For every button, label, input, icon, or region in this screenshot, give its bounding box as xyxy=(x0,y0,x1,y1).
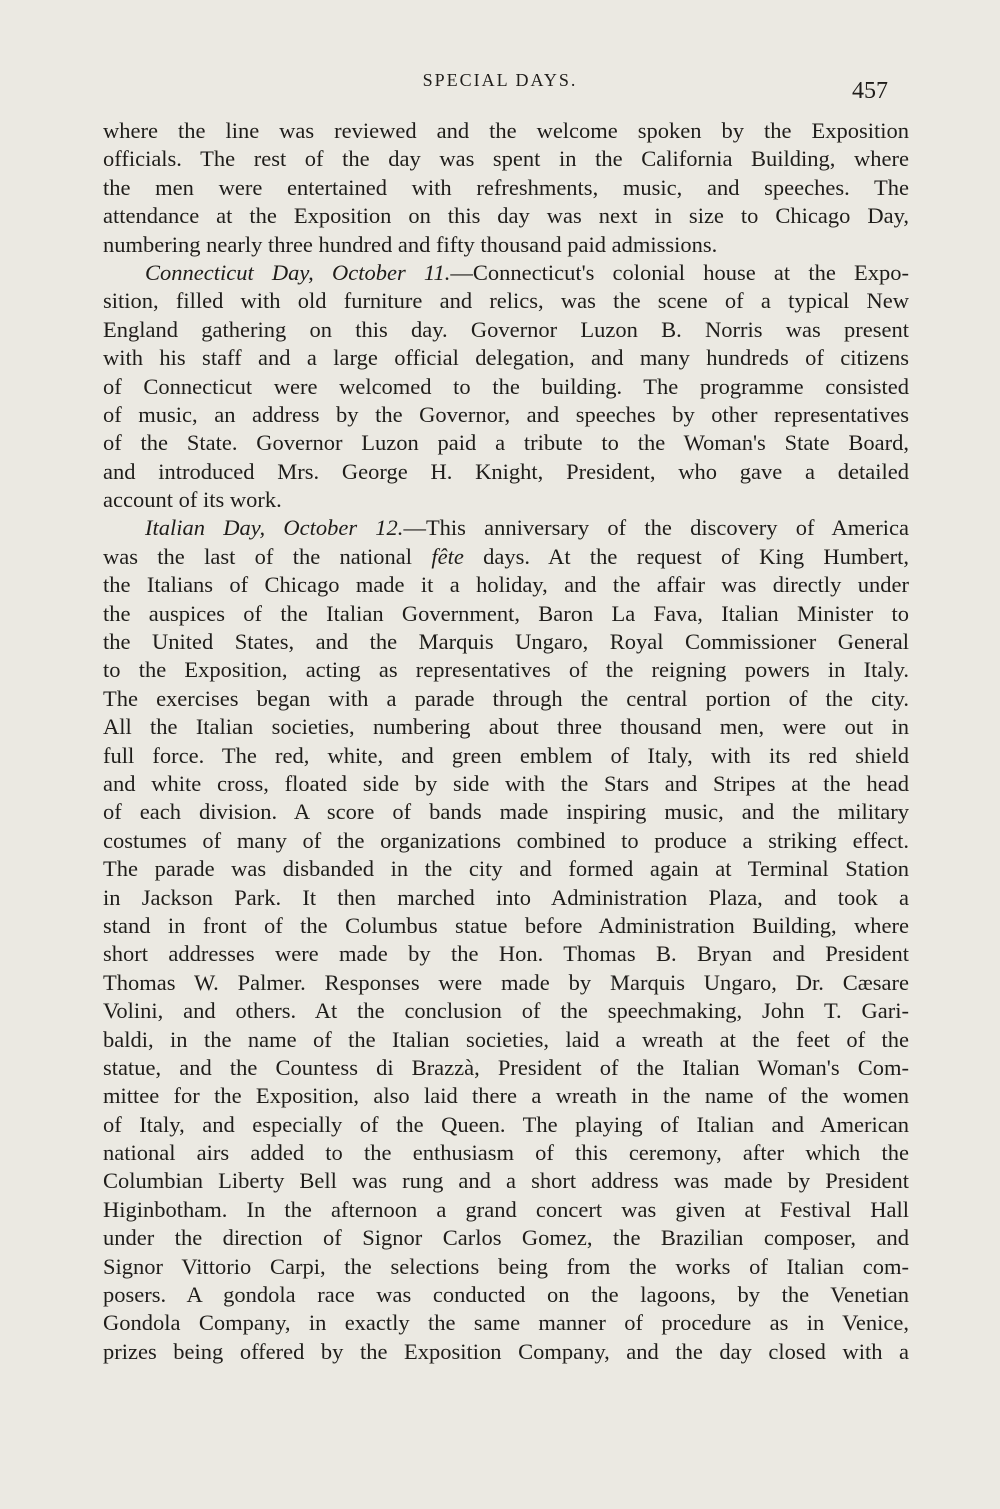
text-line: national airs added to the enthusiasm of this ceremony, after which the xyxy=(103,1140,909,1166)
text-line: officials. The rest of the day was spent in the California Building, where xyxy=(103,146,909,172)
section-heading-italian-day: Italian Day, October 12. xyxy=(145,515,404,541)
text-run: was the last of the national xyxy=(103,543,432,569)
text-line: Higinbotham. In the afternoon a grand concert was given at Festival Hall xyxy=(103,1196,909,1222)
text-line: the United States, and the Marquis Ungaro, Royal Commissioner General xyxy=(103,629,909,655)
text-line: of music, an address by the Governor, and speeches by other representatives xyxy=(103,401,909,427)
italic-word: fête xyxy=(431,543,464,569)
text-line: full force. The red, white, and green emblem of Italy, with its red shield xyxy=(103,742,909,768)
text-line: of Connecticut were welcomed to the building. The programme consisted xyxy=(103,373,909,399)
text-line xyxy=(103,514,909,542)
text-line: and introduced Mrs. George H. Knight, President, who gave a detailed xyxy=(103,458,909,484)
text-line: of Italy, and especially of the Queen. The playing of Italian and American xyxy=(103,1111,909,1137)
text-line xyxy=(103,543,909,571)
text-line: Volini, and others. At the conclusion of the speechmaking, John T. Gari- xyxy=(103,998,909,1024)
text-line: The parade was disbanded in the city and formed again at Terminal Station xyxy=(103,856,909,882)
text-line: sition, filled with old furniture and relics, was the scene of a typical New xyxy=(103,288,909,314)
text-line: in Jackson Park. It then marched into Administration Plaza, and took a xyxy=(103,884,909,910)
text-line: of the State. Governor Luzon paid a tribute to the Woman's State Board, xyxy=(103,430,909,456)
paragraph-connecticut-day xyxy=(103,259,909,515)
running-head: SPECIAL DAYS. xyxy=(422,70,578,90)
page-number: 457 xyxy=(852,78,888,104)
text-run: —Connecticut's colonial house at the Expo- xyxy=(450,259,909,285)
body-text xyxy=(103,117,909,1366)
text-line: under the direction of Signor Carlos Gomez, the Brazilian composer, and xyxy=(103,1225,909,1251)
text-run: —This anniversary of the discovery of America xyxy=(403,515,909,541)
text-run: days. At the request of King Humbert, xyxy=(463,543,909,569)
text-line: the auspices of the Italian Government, Baron La Fava, Italian Minister to xyxy=(103,600,909,626)
text-line: to the Exposition, acting as representatives of the reigning powers in Italy. xyxy=(103,657,909,683)
text-line: Columbian Liberty Bell was rung and a short address was made by President xyxy=(103,1168,909,1194)
text-line: Thomas W. Palmer. Responses were made by Marquis Ungaro, Dr. Cæsare xyxy=(103,969,909,995)
paragraph-italian-day xyxy=(103,514,909,1366)
text-line: Signor Vittorio Carpi, the selections being from the works of Italian com- xyxy=(103,1253,909,1279)
text-line: stand in front of the Columbus statue before Administration Building, where xyxy=(103,912,909,938)
text-line: the Italians of Chicago made it a holiday, and the affair was directly under xyxy=(103,572,909,598)
text-line: All the Italian societies, numbering about three thousand men, were out in xyxy=(103,714,909,740)
text-line: England gathering on this day. Governor Luzon B. Norris was present xyxy=(103,316,909,342)
text-line: baldi, in the name of the Italian societies, laid a wreath at the feet of the xyxy=(103,1026,909,1052)
text-line: The exercises began with a parade through the central portion of the city. xyxy=(103,685,909,711)
text-line: attendance at the Exposition on this day was next in size to Chicago Day, xyxy=(103,203,909,229)
text-line: posers. A gondola race was conducted on the lagoons, by the Venetian xyxy=(103,1282,909,1308)
text-line: with his staff and a large official delegation, and many hundreds of citizens xyxy=(103,345,909,371)
paragraph-continuation xyxy=(103,117,909,259)
text-line: Gondola Company, in exactly the same manner of procedure as in Venice, xyxy=(103,1310,909,1336)
text-line: numbering nearly three hundred and fifty thousand paid admissions. xyxy=(103,231,718,257)
section-heading-connecticut-day: Connecticut Day, October 11. xyxy=(145,259,451,285)
text-line: short addresses were made by the Hon. Thomas B. Bryan and President xyxy=(103,941,909,967)
text-line: the men were entertained with refreshments, music, and speeches. The xyxy=(103,174,909,200)
text-line: of each division. A score of bands made inspiring music, and the military xyxy=(103,799,909,825)
text-line: costumes of many of the organizations combined to produce a striking effect. xyxy=(103,827,909,853)
text-line: mittee for the Exposition, also laid there a wreath in the name of the women xyxy=(103,1083,909,1109)
text-line: prizes being offered by the Exposition Company, and the day closed with a xyxy=(103,1338,909,1364)
text-line: account of its work. xyxy=(103,487,282,513)
text-line: where the line was reviewed and the welcome spoken by the Exposition xyxy=(103,118,909,143)
text-line xyxy=(103,259,909,287)
text-line: and white cross, floated side by side with the Stars and Stripes at the head xyxy=(103,770,909,796)
text-line: statue, and the Countess di Brazzà, President of the Italian Woman's Com- xyxy=(103,1054,909,1080)
